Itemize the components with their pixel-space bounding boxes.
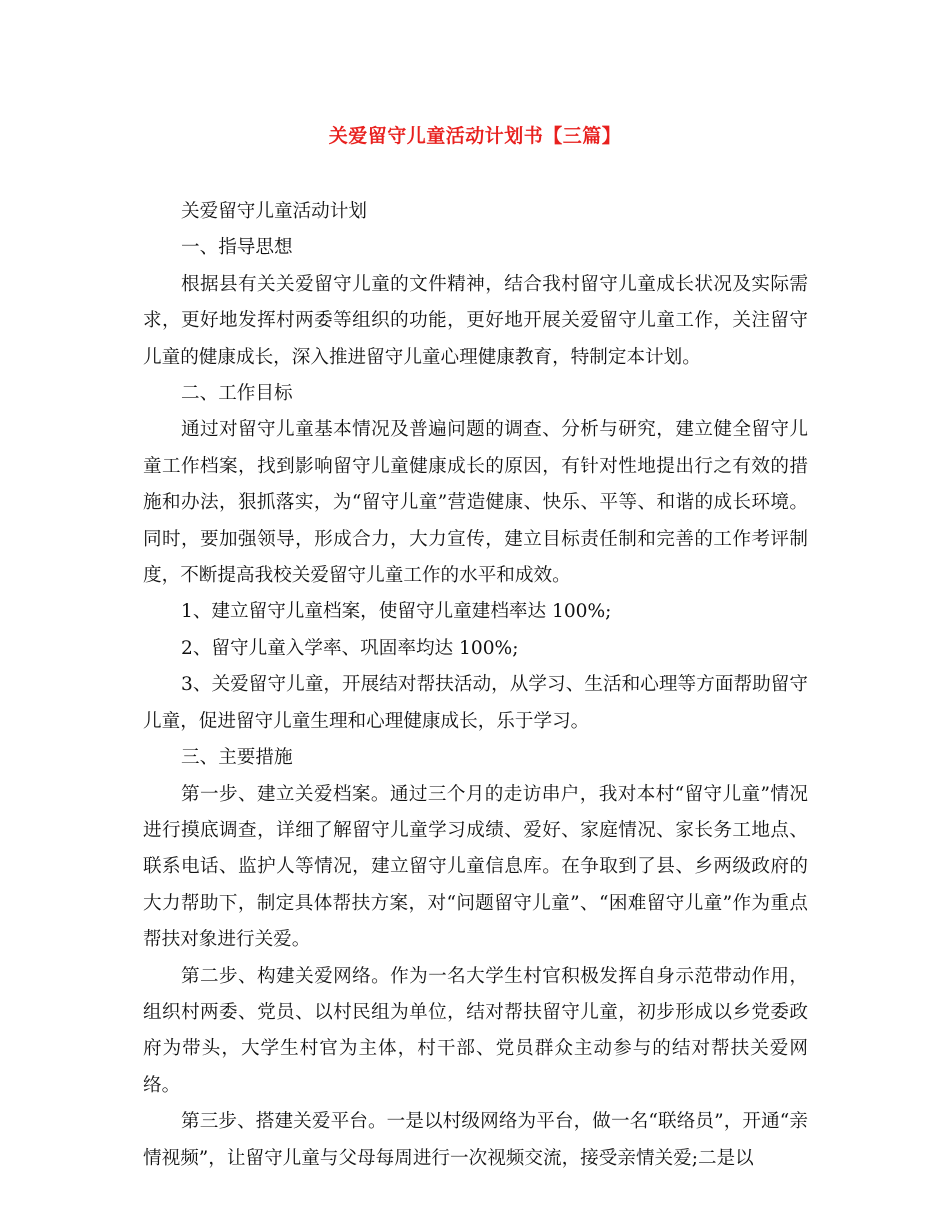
paragraph-step-2: 第二步、构建关爱网络。作为一名大学生村官积极发挥自身示范带动作用，组织村两委、党员、以村民组为单位，结对帮扶留守儿童，初步形成以乡党委政府为带头，大学生村官为主体，村干部、党员群众主动参与的结对帮扶关爱网络。: [143, 965, 808, 1096]
section-heading-plan: 关爱留守儿童活动计划: [181, 201, 367, 222]
list-item-goal-1: 1、建立留守儿童档案，使留守儿童建档率达 100%;: [181, 601, 612, 623]
list-item-goal-3: 3、关爱留守儿童，开展结对帮扶活动，从学习、生活和心理等方面帮助留守儿童，促进留守儿童生理和心理健康成长，乐于学习。: [143, 674, 808, 732]
document-body: [143, 194, 808, 1177]
paragraph-work-goals: 通过对留守儿童基本情况及普遍问题的调查、分析与研究，建立健全留守儿童工作档案，找到影响留守儿童健康成长的原因，有针对性地提出行之有效的措施和办法，狠抓落实，为“留守儿童”营造健康、快乐、平等、和谐的成长环境。同时，要加强领导，形成合力，大力宣传，建立目标责任制和完善的工作考评制度，不断提高我校关爱留守儿童工作的水平和成效。: [143, 419, 808, 587]
section-heading-work-goals: 二、工作目标: [181, 383, 293, 405]
paragraph-guiding-ideology: 根据县有关关爱留守儿童的文件精神，结合我村留守儿童成长状况及实际需求，更好地发挥村两委等组织的功能，更好地开展关爱留守儿童工作，关注留守儿童的健康成长，深入推进留守儿童心理健康教育，特制定本计划。: [143, 273, 808, 368]
document-title: 关爱留守儿童活动计划书【三篇】: [328, 125, 622, 147]
list-item-goal-2: 2、留守儿童入学率、巩固率均达 100%;: [181, 637, 519, 659]
paragraph-step-1: 第一步、建立关爱档案。通过三个月的走访串户，我对本村“留守儿童”情况进行摸底调查，详细了解留守儿童学习成绩、爱好、家庭情况、家长务工地点、联系电话、监护人等情况，建立留守儿童信息库。在争取到了县、乡两级政府的大力帮助下，制定具体帮扶方案，对“问题留守儿童”、“困难留守儿童”作为重点帮扶对象进行关爱。: [143, 783, 808, 951]
section-heading-guiding-ideology: 一、指导思想: [181, 237, 293, 259]
paragraph-step-3: 第三步、搭建关爱平台。一是以村级网络为平台，做一名“联络员”，开通“亲情视频”，让留守儿童与父母每周进行一次视频交流，接受亲情关爱;二是以: [143, 1111, 808, 1169]
section-heading-main-measures: 三、主要措施: [181, 747, 293, 769]
